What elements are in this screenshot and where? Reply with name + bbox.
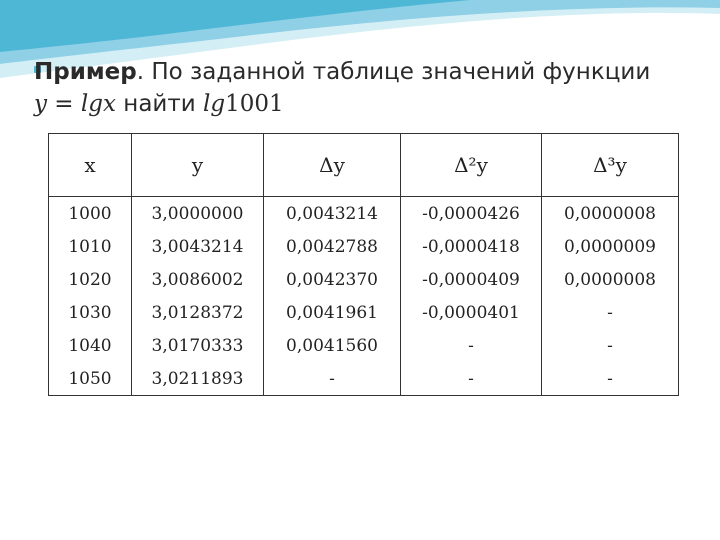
table-cell: 1010 — [49, 230, 132, 263]
table-cell: 1000 — [49, 197, 132, 231]
table-row — [49, 362, 679, 396]
math-lg: lg — [203, 91, 226, 117]
table-cell: 3,0086002 — [132, 263, 264, 296]
table-cell: 1040 — [49, 329, 132, 362]
table-cell: - — [401, 329, 542, 362]
table-cell: -0,0000426 — [401, 197, 542, 231]
table-cell: - — [542, 329, 679, 362]
header-cell-x: x — [49, 134, 132, 197]
math-func: lgx — [80, 91, 116, 117]
table-row — [49, 263, 679, 296]
table-cell: 3,0128372 — [132, 296, 264, 329]
table-cell: -0,0000418 — [401, 230, 542, 263]
heading-text: . По заданной таблице значений функции — [136, 59, 651, 85]
table-row — [49, 197, 679, 231]
table-cell: - — [542, 362, 679, 396]
table-cell: 0,0041961 — [264, 296, 401, 329]
header-cell-delta-y: Δy — [264, 134, 401, 197]
math-arg: 1001 — [225, 91, 284, 117]
table-cell: 3,0170333 — [132, 329, 264, 362]
table-cell: - — [542, 296, 679, 329]
table-cell: 3,0043214 — [132, 230, 264, 263]
table-cell: 1030 — [49, 296, 132, 329]
finite-differences-table — [48, 133, 679, 396]
math-equals: = — [47, 91, 81, 117]
heading-bold-word: Пример — [34, 59, 137, 85]
table-cell: 0,0000008 — [542, 263, 679, 296]
table-header-row — [49, 134, 679, 197]
table-cell: 0,0000008 — [542, 197, 679, 231]
table-cell: 0,0043214 — [264, 197, 401, 231]
header-cell-y: y — [132, 134, 264, 197]
table-cell: 1020 — [49, 263, 132, 296]
table-cell: - — [401, 362, 542, 396]
table-cell: 3,0211893 — [132, 362, 264, 396]
heading-find: найти — [115, 91, 204, 117]
table-cell: 0,0041560 — [264, 329, 401, 362]
table-cell: 3,0000000 — [132, 197, 264, 231]
table-cell: 0,0000009 — [542, 230, 679, 263]
table-cell: - — [264, 362, 401, 396]
header-cell-delta3-y: Δ³y — [542, 134, 679, 197]
table-row — [49, 329, 679, 362]
table-cell: 0,0042788 — [264, 230, 401, 263]
table-cell: 1050 — [49, 362, 132, 396]
table-cell: 0,0042370 — [264, 263, 401, 296]
table-row — [49, 230, 679, 263]
table-row — [49, 296, 679, 329]
table-cell: -0,0000401 — [401, 296, 542, 329]
table-cell: -0,0000409 — [401, 263, 542, 296]
header-cell-delta2-y: Δ²y — [401, 134, 542, 197]
heading — [34, 56, 694, 120]
math-var-y: y — [34, 91, 47, 117]
